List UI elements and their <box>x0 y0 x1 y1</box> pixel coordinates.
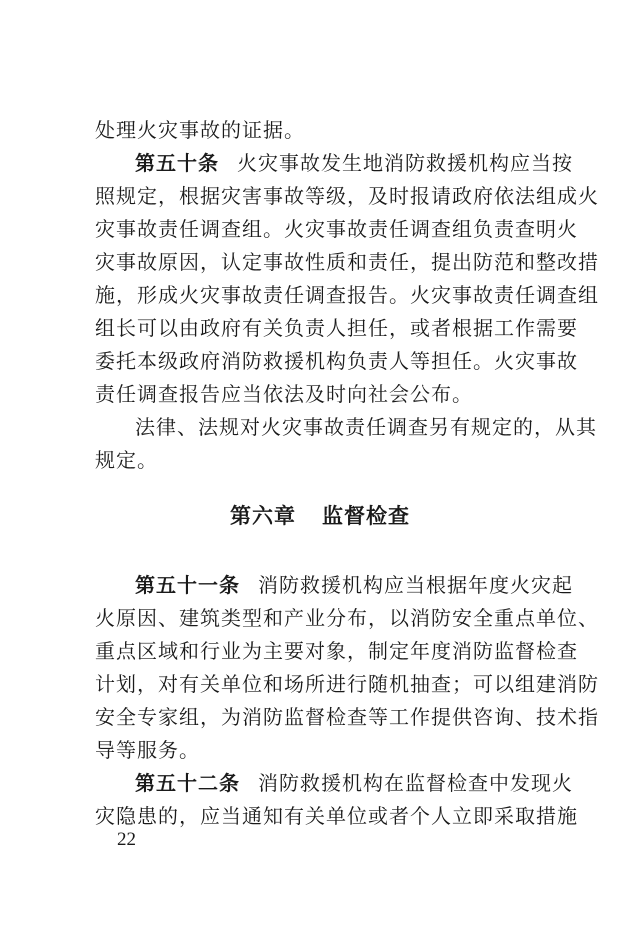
text-line: 计划，对有关单位和场所进行随机抽查；可以组建消防 <box>95 672 599 696</box>
text-line: 灾事故原因，认定事故性质和责任，提出防范和整改措 <box>95 250 599 274</box>
text-line: 灾事故责任调查组。火灾事故责任调查组负责查明火 <box>95 217 578 241</box>
article-heading: 第五十一条 <box>135 573 240 597</box>
text-line: 消防救援机构在监督检查中发现火 <box>258 771 573 795</box>
text-line: 委托本级政府消防救援机构负责人等担任。火灾事故 <box>95 349 578 373</box>
text-line: 安全专家组，为消防监督检查等工作提供咨询、技术指 <box>95 705 599 729</box>
chapter-title: 监督检查 <box>322 504 410 528</box>
article-heading: 第五十条 <box>135 151 219 175</box>
text-line: 导等服务。 <box>95 738 200 762</box>
text-line: 消防救援机构应当根据年度火灾起 <box>258 573 573 597</box>
text-line: 组长可以由政府有关负责人担任，或者根据工作需要 <box>95 316 578 340</box>
article-heading: 第五十二条 <box>135 771 240 795</box>
text-line: 火灾事故发生地消防救援机构应当按 <box>237 151 573 175</box>
text-line: 法律、法规对火灾事故责任调查另有规定的，从其 <box>135 415 597 439</box>
text-line: 施，形成火灾事故责任调查报告。火灾事故责任调查组 <box>95 283 599 307</box>
article-52-first-line <box>135 770 573 796</box>
text-line: 灾隐患的，应当通知有关单位或者个人立即采取措施 <box>95 804 578 828</box>
chapter-number: 第六章 <box>230 504 296 528</box>
text-line: 照规定，根据灾害事故等级，及时报请政府依法组成火 <box>95 184 599 208</box>
chapter-heading <box>0 502 640 530</box>
text-line: 火原因、建筑类型和产业分布，以消防安全重点单位、 <box>95 606 599 630</box>
text-line: 规定。 <box>95 448 158 472</box>
article-51-first-line <box>135 572 573 598</box>
text-line: 重点区域和行业为主要对象，制定年度消防监督检查 <box>95 639 578 663</box>
page-number: 22 <box>117 829 136 850</box>
article-50-first-line <box>135 150 573 176</box>
text-line: 处理火灾事故的证据。 <box>95 118 305 142</box>
text-line: 责任调查报告应当依法及时向社会公布。 <box>95 382 473 406</box>
